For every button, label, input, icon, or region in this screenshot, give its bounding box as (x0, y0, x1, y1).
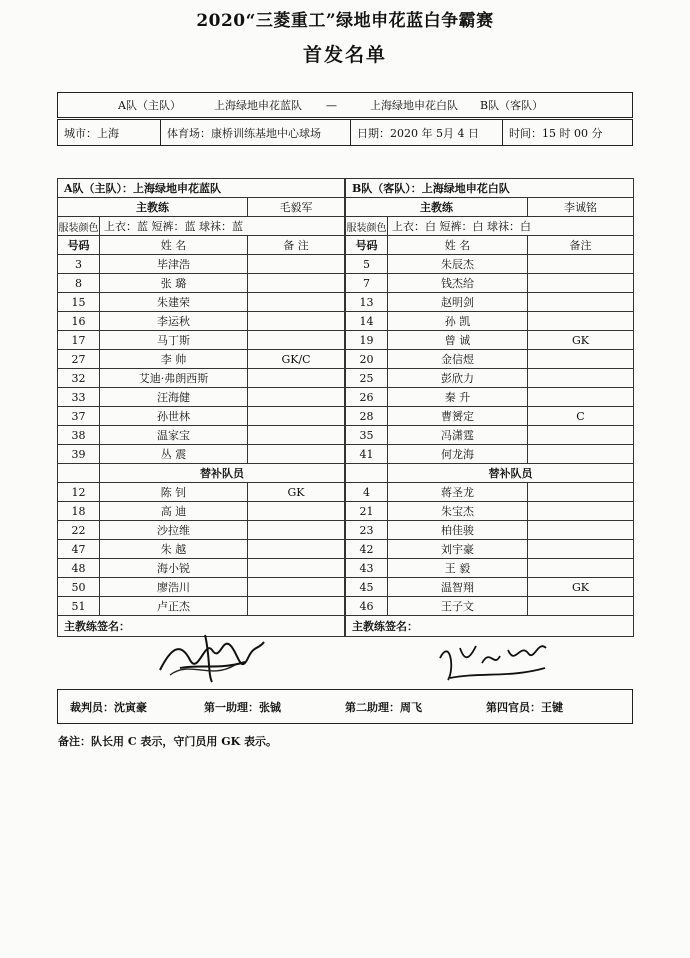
starter-row (346, 293, 634, 312)
player-number: 37 (58, 407, 100, 426)
coach-row (58, 198, 345, 217)
starter-row (58, 312, 345, 331)
player-name: 钱杰给 (388, 274, 528, 293)
starter-row (346, 255, 634, 274)
player-number: 14 (346, 312, 388, 331)
player-note (248, 559, 345, 578)
player-note: GK (528, 331, 634, 350)
city: 城市：上海 (58, 120, 161, 145)
starter-row (346, 426, 634, 445)
player-name: 丛 震 (100, 445, 248, 464)
player-name: 温智翔 (388, 578, 528, 597)
player-note (248, 521, 345, 540)
player-name: 曾 诚 (388, 331, 528, 350)
player-note (248, 331, 345, 350)
player-name: 李 帅 (100, 350, 248, 369)
sub-row (58, 559, 345, 578)
player-note (528, 255, 634, 274)
kit-label: 服装颜色 (58, 217, 100, 236)
player-note (248, 597, 345, 616)
player-number: 47 (58, 540, 100, 559)
match-dash: — (326, 98, 337, 112)
player-number: 5 (346, 255, 388, 274)
player-note (528, 483, 634, 502)
player-number: 25 (346, 369, 388, 388)
player-note (528, 369, 634, 388)
coach-name: 毛毅军 (248, 198, 345, 217)
player-number: 46 (346, 597, 388, 616)
document-subtitle: 首发名单 (302, 44, 387, 66)
player-number: 48 (58, 559, 100, 578)
player-name: 张 璐 (100, 274, 248, 293)
starter-row (58, 445, 345, 464)
player-number: 42 (346, 540, 388, 559)
player-name: 赵明剑 (388, 293, 528, 312)
team-b-table-wrap (345, 178, 634, 637)
player-note (248, 445, 345, 464)
starter-row (346, 388, 634, 407)
player-note: GK (528, 578, 634, 597)
coach-label: 主教练 (58, 198, 248, 217)
player-number: 45 (346, 578, 388, 597)
subs-header-row (346, 464, 634, 483)
player-name: 马丁斯 (100, 331, 248, 350)
player-name: 李运秋 (100, 312, 248, 331)
player-note: GK/C (248, 350, 345, 369)
column-header-row (58, 236, 345, 255)
player-name: 朱 越 (100, 540, 248, 559)
player-number: 26 (346, 388, 388, 407)
player-name: 卢正杰 (100, 597, 248, 616)
stadium: 体育场：康桥训练基地中心球场 (161, 120, 351, 145)
player-note (248, 388, 345, 407)
team-b-coach-signature (420, 628, 570, 688)
player-note (248, 502, 345, 521)
starter-row (58, 369, 345, 388)
player-note (528, 540, 634, 559)
player-note (528, 502, 634, 521)
team-header: A队（主队）：上海绿地申花蓝队 (58, 179, 345, 198)
player-name: 孙世林 (100, 407, 248, 426)
col-number-header: 号码 (58, 236, 100, 255)
player-number: 18 (58, 502, 100, 521)
player-name: 蒋圣龙 (388, 483, 528, 502)
player-number: 50 (58, 578, 100, 597)
starter-row (58, 350, 345, 369)
player-number: 13 (346, 293, 388, 312)
player-note (528, 312, 634, 331)
kit-colors: 上衣：白 短裤：白 球袜：白 (388, 217, 634, 236)
player-number: 16 (58, 312, 100, 331)
team-a-table-wrap (57, 178, 345, 637)
starter-row (346, 331, 634, 350)
player-name: 海小锐 (100, 559, 248, 578)
player-name: 刘宇豪 (388, 540, 528, 559)
player-note (528, 597, 634, 616)
player-name: 秦 升 (388, 388, 528, 407)
coach-row (346, 198, 634, 217)
starter-row (346, 369, 634, 388)
sub-row (58, 578, 345, 597)
col-note-header: 备注 (528, 236, 634, 255)
player-name: 柏佳骏 (388, 521, 528, 540)
column-header-row (346, 236, 634, 255)
player-note (248, 578, 345, 597)
sub-row (58, 521, 345, 540)
starter-row (58, 426, 345, 445)
sub-row (346, 502, 634, 521)
sub-row (58, 540, 345, 559)
sub-row (58, 502, 345, 521)
player-name: 曹赟定 (388, 407, 528, 426)
kit-colors: 上衣：蓝 短裤：蓝 球袜：蓝 (100, 217, 345, 236)
player-note: C (528, 407, 634, 426)
sub-row (346, 559, 634, 578)
player-note (248, 293, 345, 312)
team-header-row (346, 179, 634, 198)
starter-row (58, 255, 345, 274)
team-a-coach-signature (150, 620, 280, 690)
player-number: 17 (58, 331, 100, 350)
starter-row (58, 331, 345, 350)
col-name-header: 姓 名 (388, 236, 528, 255)
player-name: 冯潇霆 (388, 426, 528, 445)
player-note (528, 426, 634, 445)
match-info (57, 119, 633, 146)
player-number: 8 (58, 274, 100, 293)
player-number: 27 (58, 350, 100, 369)
sub-row (346, 578, 634, 597)
team-a-table (57, 178, 345, 637)
time: 时间：15 时 00 分 (509, 126, 603, 140)
subs-header-blank (346, 464, 388, 483)
coach-signature-label: 主教练签名： (346, 616, 634, 637)
player-number: 38 (58, 426, 100, 445)
player-number: 35 (346, 426, 388, 445)
player-name: 毕津浩 (100, 255, 248, 274)
player-name: 陈 钊 (100, 483, 248, 502)
player-note (248, 369, 345, 388)
player-number: 21 (346, 502, 388, 521)
col-note-header: 备 注 (248, 236, 345, 255)
col-number-header: 号码 (346, 236, 388, 255)
team-header: B队（客队）：上海绿地申花白队 (346, 179, 634, 198)
subs-header-row (58, 464, 345, 483)
player-name: 汪海健 (100, 388, 248, 407)
player-number: 23 (346, 521, 388, 540)
player-number: 32 (58, 369, 100, 388)
player-name: 何龙海 (388, 445, 528, 464)
player-note (248, 426, 345, 445)
player-note (248, 255, 345, 274)
player-note (528, 445, 634, 464)
sub-row (346, 483, 634, 502)
away-label: B队（客队） (480, 99, 544, 112)
footnote: 备注：队长用 C 表示，守门员用 GK 表示。 (58, 735, 278, 748)
player-number: 51 (58, 597, 100, 616)
player-number: 41 (346, 445, 388, 464)
match-line (57, 92, 633, 118)
player-name: 温家宝 (100, 426, 248, 445)
coach-label: 主教练 (346, 198, 528, 217)
player-name: 沙拉维 (100, 521, 248, 540)
subs-header-blank (58, 464, 100, 483)
starter-row (346, 445, 634, 464)
starter-row (346, 274, 634, 293)
document-title: 2020“三菱重工”绿地申花蓝白争霸赛 (196, 11, 494, 31)
sub-row (58, 483, 345, 502)
kit-label: 服装颜色 (346, 217, 388, 236)
player-note (248, 274, 345, 293)
player-name: 朱建荣 (100, 293, 248, 312)
kit-row (58, 217, 345, 236)
away-team: 上海绿地申花白队 (370, 99, 458, 112)
player-number: 4 (346, 483, 388, 502)
home-label: A队（主队） (118, 99, 181, 112)
player-note (248, 312, 345, 331)
player-name: 王 毅 (388, 559, 528, 578)
player-number: 12 (58, 483, 100, 502)
coach-name: 李诚铭 (528, 198, 634, 217)
player-number: 39 (58, 445, 100, 464)
player-note (528, 274, 634, 293)
player-number: 20 (346, 350, 388, 369)
starter-row (58, 407, 345, 426)
sub-row (58, 597, 345, 616)
player-number: 3 (58, 255, 100, 274)
player-number: 33 (58, 388, 100, 407)
player-name: 朱辰杰 (388, 255, 528, 274)
starter-row (346, 350, 634, 369)
team-b-table (345, 178, 634, 637)
sub-row (346, 521, 634, 540)
player-name: 高 迪 (100, 502, 248, 521)
player-note (528, 293, 634, 312)
referee: 裁判员：沈寅豪 (70, 700, 147, 714)
player-number: 28 (346, 407, 388, 426)
player-name: 彭欣力 (388, 369, 528, 388)
player-note: GK (248, 483, 345, 502)
starter-row (58, 293, 345, 312)
coach-signature-label: 主教练签名： (58, 616, 345, 637)
player-note (528, 559, 634, 578)
player-number: 43 (346, 559, 388, 578)
player-name: 孙 凯 (388, 312, 528, 331)
assistant-2: 第二助理：周飞 (345, 700, 422, 714)
player-number: 15 (58, 293, 100, 312)
assistant-1: 第一助理：张铖 (204, 700, 281, 714)
player-name: 廖浩川 (100, 578, 248, 597)
home-team: 上海绿地申花蓝队 (214, 99, 302, 112)
subs-label: 替补队员 (388, 464, 634, 483)
player-name: 金信煜 (388, 350, 528, 369)
player-note (528, 521, 634, 540)
player-number: 7 (346, 274, 388, 293)
player-note (528, 350, 634, 369)
kit-row (346, 217, 634, 236)
sub-row (346, 597, 634, 616)
team-header-row (58, 179, 345, 198)
player-name: 艾迪·弗朗西斯 (100, 369, 248, 388)
player-note (248, 540, 345, 559)
subs-label: 替补队员 (100, 464, 345, 483)
col-name-header: 姓 名 (100, 236, 248, 255)
starter-row (58, 274, 345, 293)
player-number: 19 (346, 331, 388, 350)
starter-row (58, 388, 345, 407)
player-name: 朱宝杰 (388, 502, 528, 521)
starter-row (346, 312, 634, 331)
officials-line (57, 689, 633, 724)
player-note (528, 388, 634, 407)
player-number: 22 (58, 521, 100, 540)
fourth-official: 第四官员：王键 (486, 700, 563, 714)
sub-row (346, 540, 634, 559)
starter-row (346, 407, 634, 426)
player-name: 王子文 (388, 597, 528, 616)
player-note (248, 407, 345, 426)
date: 日期：2020 年 5月 4 日 (351, 120, 503, 145)
